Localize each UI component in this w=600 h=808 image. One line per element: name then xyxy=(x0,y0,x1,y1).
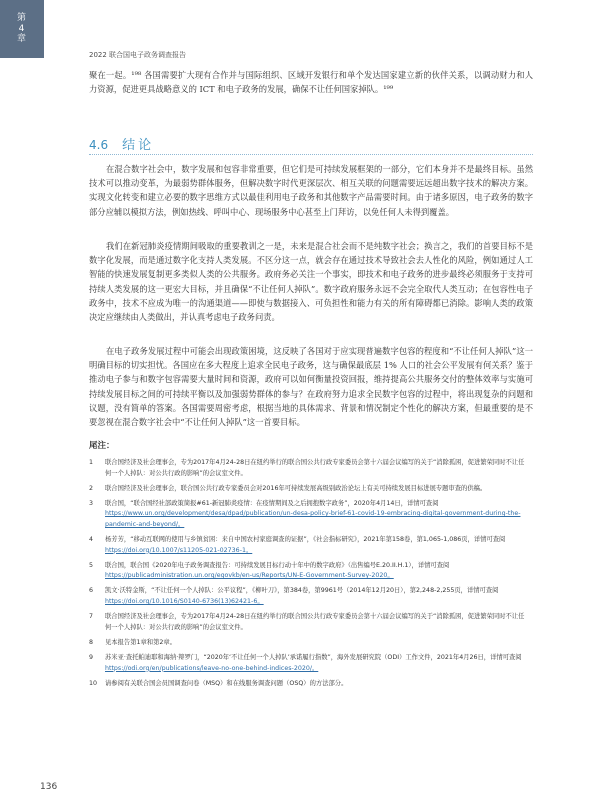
endnote-number: 10 xyxy=(89,679,98,687)
endnote-number: 1 xyxy=(89,459,94,466)
section-heading xyxy=(89,134,154,153)
endnote-text: 见本报告第1章和第2章。 xyxy=(105,638,176,646)
endnote-text: 联合国经济及社会理事会，专为2017年4月24-28日在纽约举行的联合国公共行政专家委员会第十六届会议编写的关于“消除孤困，促进繁荣同时不让任何一个人掉队：对公共行政的影响”的会议室文件。 xyxy=(105,613,525,631)
endnote-link[interactable]: https://doi.org/10.1016/S0140-6736(13)62421-6。 xyxy=(105,597,264,605)
endnote-number: 6 xyxy=(89,587,94,595)
endnote-number: 9 xyxy=(89,654,94,661)
endnote-text: 凯文·沃特金斯，“不让任何一个人掉队：公平议程”，《柳叶刀》，第384卷，第9961号（2014年12月20日），第2,248-2,255页，详情可查阅 xyxy=(105,587,499,595)
body-paragraph-3: 在电子政务发展过程中可能会出现政策困境，这反映了各国对于应实现普遍数字包容的程度和“不让任何人掉队”这一明确目标的切实担忧。各国应在多大程度上追求全民电子政务，这与确保最底层 1% 人口的社会公平发展有何关系？鉴于推动电子参与和数字包容需要大量时间和资源，政府可以如何衡量投资回报，维持提高公共服务交付的整体效率与实施可持续发展目标之间的可持续平衡以及加强弱势群体的参与？在政府努力追求全民数字包容的过程中，将出现复杂的问题和议题，没有简单的答案。各国需要周密考虑，根据当地的具体需求、背景和情况制定个性化的解决方案，但最重要的是不要忽视在混合数字社会中“不让任何人掉队”这一首要目标。 xyxy=(89,346,533,428)
endnote-link[interactable]: https://doi.org/10.1007/s11205-021-02736-1。 xyxy=(105,546,253,554)
section-title: 结论 xyxy=(122,138,155,153)
report-title: 2022 联合国电子政务调查报告 xyxy=(89,51,187,59)
endnote-number: 4 xyxy=(89,536,94,544)
endnote-link[interactable]: https://odi.org/en/publications/leave-no-one-behind-indices-2020/。 xyxy=(105,664,319,672)
endnote-item xyxy=(89,499,529,531)
section-number: 4.6 xyxy=(89,138,109,152)
endnotes-list xyxy=(89,458,529,694)
endnote-item xyxy=(89,561,529,582)
body-paragraph-2: 我们在新冠肺炎疫情期间吸取的重要教训之一是，未来是混合社会而不是纯数字社会；换言之，我们的首要目标不是数字化发展，而是通过数字化支持人类发展。不区分这一点，就会存在通过技术导致社会去人性化的风险，例如通过人工智能的快速发展复制更多类似人类的公共服务。政府务必关注一个事实，即技术和电子政务的进步最终必须服务于支持可持续人类发展的这一更宏大目标，并且确保“不让任何人掉队”。数字政府服务永远不会完全取代人类互动；在包容性电子政务中，技术不应成为唯一的沟通渠道——即使与数据接入、可负担性和能力有关的所有障碍都已消除。影响人类的政策决定应继续由人类做出，并认真考虑电子政务问责。 xyxy=(89,241,533,323)
endnote-number: 2 xyxy=(89,484,94,492)
endnote-item xyxy=(89,638,529,649)
chapter-tab xyxy=(0,0,44,58)
endnote-link[interactable]: https://publicadministration.un.org/egovkb/en-us/Reports/UN-E-Government-Survey-2020。 xyxy=(105,572,394,580)
endnote-text: 联合国，联合国《2020年电子政务调查报告：可持续发展目标行动十年中的数字政府》（出售编号E.20.II.H.1），详情可查阅 xyxy=(105,561,450,569)
page-number: 136 xyxy=(40,782,58,792)
endnote-item xyxy=(89,458,529,479)
endnote-number: 3 xyxy=(89,499,94,507)
endnote-number: 5 xyxy=(89,561,94,569)
endnote-text: 联合国，“联合国经社部政策简报#61-新冠肺炎疫情：在疫情期间及之后拥抱数字政务”，2020年4月14日，详情可查阅 xyxy=(105,499,439,507)
endnote-item xyxy=(89,535,529,556)
endnote-number: 7 xyxy=(89,613,94,621)
chapter-number: 4 xyxy=(18,23,26,34)
endnote-text: 苏米亚·查托帕迪耶和海纳·辩罗门，“2020年‘不让任何一个人掉队’承诺履行指数”，海外发展研究院（ODI）工作文件，2021年4月26日，详情可查阅 xyxy=(105,654,522,661)
endnote-text: 联合国经济及社会理事会，专为2017年4月24-28日在纽约举行的联合国公共行政专家委员会第十六届会议编写的关于“消除孤困，促进繁荣同时不让任何一个人掉队：对公共行政的影响”的会议室文件。 xyxy=(105,459,525,477)
endnote-text: 联合国经济及社会理事会，联合国公共行政专家委员会对2016年可持续发展高级别政治论坛上有关可持续发展目标进展专题审查的供稿。 xyxy=(105,484,487,492)
endnote-text: 请参阅有关联合国会员国调查问卷（MSQ）和在线服务调查问题（OSQ）的方法部分。 xyxy=(105,679,348,687)
endnote-item xyxy=(89,653,529,674)
chapter-unit: 章 xyxy=(16,34,27,45)
endnote-item xyxy=(89,484,529,495)
endnote-item xyxy=(89,679,529,690)
endnote-number: 8 xyxy=(89,638,94,646)
intro-paragraph: 聚在一起。¹⁹⁸ 各国需要扩大现有合作并与国际组织、区域开发银行和单个发达国家建立新的伙伴关系，以调动财力和人力资源，促进更具战略意义的 ICT 和电子政务的发展，确保不让任何国家掉队。¹⁹⁹ xyxy=(89,70,533,95)
endnotes-title: 尾注： xyxy=(89,441,115,451)
endnote-link[interactable]: https://www.un.org/development/desa/dpad/publication/un-desa-policy-brief-61-covid-19-embracing-digital-government-during-the-pandemic-and-beyond/。 xyxy=(105,510,521,528)
endnote-item xyxy=(89,612,529,633)
endnote-text: 杨芳芳，“移动互联网的使用与乡镇贫困：来自中国农村家庭调查的证据”，《社会指标研究》，2021年第158卷，第1,065-1,086页，详情可查阅 xyxy=(105,536,506,544)
body-paragraph-1: 在混合数字社会中，数字发展和包容非常重要，但它们是可持续发展框架的一部分，它们本身并不是最终目标。虽然技术可以推动变革，为最弱势群体服务，但解决数字时代更深层次、相互关联的问题需要远远超出数字技术的解决方案。实现文化转变和建立必要的数字思维方式以最佳利用电子政务和其他数字产品需要时间。由于诸多原因，电子政务的数字部分应辅以模拟方法，例如热线、呼叫中心、现场服务中心甚至上门拜访，以免任何人未得到覆盖。 xyxy=(89,164,533,217)
section-divider xyxy=(89,154,533,155)
chapter-label: 第 xyxy=(16,13,27,24)
endnote-item xyxy=(89,586,529,607)
